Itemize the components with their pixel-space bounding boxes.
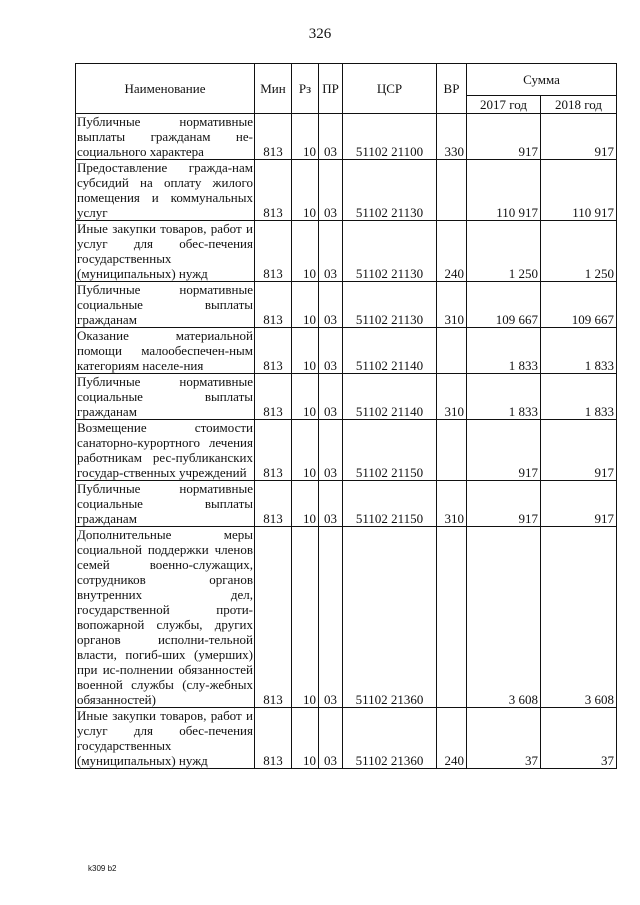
table-row: [76, 481, 617, 527]
row-amount-2017: 110 917: [467, 160, 541, 221]
row-min: 813: [255, 708, 292, 769]
header-pr: ПР: [319, 64, 343, 114]
row-csr: 51102 21140: [343, 374, 437, 420]
header-year-2018: 2018 год: [541, 96, 617, 114]
row-amount-2018: 110 917: [541, 160, 617, 221]
header-min: Мин: [255, 64, 292, 114]
row-vr: 310: [437, 481, 467, 527]
row-csr: 51102 21100: [343, 114, 437, 160]
row-name: Оказание материальной помощи малообеспечен-ным категориям населе-ния: [77, 328, 253, 373]
row-vr: 310: [437, 282, 467, 328]
row-name: Публичные нормативные социальные выплаты гражданам: [77, 282, 253, 327]
row-rz: 10: [292, 420, 319, 481]
row-pr: 03: [319, 221, 343, 282]
row-amount-2018: 917: [541, 114, 617, 160]
row-amount-2018: 37: [541, 708, 617, 769]
row-csr: 51102 21130: [343, 221, 437, 282]
row-vr: 240: [437, 221, 467, 282]
row-min: 813: [255, 282, 292, 328]
row-amount-2018: 1 833: [541, 328, 617, 374]
row-min: 813: [255, 160, 292, 221]
row-amount-2018: 1 250: [541, 221, 617, 282]
row-csr: 51102 21360: [343, 708, 437, 769]
row-vr: 240: [437, 708, 467, 769]
row-vr: 330: [437, 114, 467, 160]
row-name: Предоставление гражда-нам субсидий на оплату жилого помещения и коммунальных услуг: [77, 160, 253, 220]
row-pr: 03: [319, 527, 343, 708]
row-name: Иные закупки товаров, работ и услуг для обес-печения государственных (муниципальных) нужд: [77, 221, 253, 281]
row-rz: 10: [292, 221, 319, 282]
table-body: [76, 114, 617, 769]
table-row: [76, 708, 617, 769]
row-min: 813: [255, 328, 292, 374]
row-name: Дополнительные меры социальной поддержки членов семей военно-служащих, сотрудников органов внутренних дел, государственной проти-вопожарной службы, других органов исполни-тельной власти, погиб-ших (умерших) при ис-полнении обязанностей военной службы (слу-жебных обязанностей): [77, 527, 253, 707]
budget-table: [75, 63, 617, 769]
row-amount-2017: 3 608: [467, 527, 541, 708]
row-name: Публичные нормативные социальные выплаты гражданам: [77, 481, 253, 526]
row-amount-2018: 917: [541, 481, 617, 527]
row-name: Публичные нормативные выплаты гражданам не-социального характера: [77, 114, 253, 159]
row-rz: 10: [292, 160, 319, 221]
row-amount-2017: 1 250: [467, 221, 541, 282]
table-row: [76, 328, 617, 374]
row-vr: [437, 420, 467, 481]
row-csr: 51102 21360: [343, 527, 437, 708]
row-pr: 03: [319, 328, 343, 374]
row-vr: [437, 328, 467, 374]
row-amount-2017: 37: [467, 708, 541, 769]
row-csr: 51102 21130: [343, 160, 437, 221]
table-row: [76, 282, 617, 328]
row-amount-2018: 1 833: [541, 374, 617, 420]
row-min: 813: [255, 481, 292, 527]
row-min: 813: [255, 527, 292, 708]
row-amount-2018: 109 667: [541, 282, 617, 328]
row-amount-2017: 917: [467, 481, 541, 527]
row-pr: 03: [319, 374, 343, 420]
row-csr: 51102 21140: [343, 328, 437, 374]
row-rz: 10: [292, 282, 319, 328]
row-name: Иные закупки товаров, работ и услуг для обес-печения государственных (муниципальных) нужд: [77, 708, 253, 768]
row-amount-2018: 3 608: [541, 527, 617, 708]
header-year-2017: 2017 год: [467, 96, 541, 114]
row-amount-2017: 109 667: [467, 282, 541, 328]
row-csr: 51102 21150: [343, 481, 437, 527]
row-min: 813: [255, 114, 292, 160]
page-number: 326: [308, 26, 332, 42]
row-min: 813: [255, 374, 292, 420]
row-rz: 10: [292, 374, 319, 420]
row-vr: 310: [437, 374, 467, 420]
row-rz: 10: [292, 527, 319, 708]
header-name: Наименование: [76, 64, 255, 114]
row-name: Публичные нормативные социальные выплаты гражданам: [77, 374, 253, 419]
table-row: [76, 221, 617, 282]
header-csr: ЦСР: [343, 64, 437, 114]
header-vr: ВР: [437, 64, 467, 114]
row-amount-2017: 1 833: [467, 328, 541, 374]
row-pr: 03: [319, 420, 343, 481]
row-rz: 10: [292, 328, 319, 374]
row-amount-2018: 917: [541, 420, 617, 481]
row-rz: 10: [292, 114, 319, 160]
row-pr: 03: [319, 708, 343, 769]
table-row: [76, 160, 617, 221]
header-rz: Рз: [292, 64, 319, 114]
row-csr: 51102 21150: [343, 420, 437, 481]
row-min: 813: [255, 221, 292, 282]
row-amount-2017: 917: [467, 114, 541, 160]
row-pr: 03: [319, 282, 343, 328]
footer-code: k309 b2: [88, 864, 117, 873]
row-pr: 03: [319, 160, 343, 221]
row-rz: 10: [292, 481, 319, 527]
row-pr: 03: [319, 481, 343, 527]
table-row: [76, 527, 617, 708]
table-row: [76, 420, 617, 481]
row-min: 813: [255, 420, 292, 481]
row-vr: [437, 160, 467, 221]
table-row: [76, 114, 617, 160]
table-row: [76, 374, 617, 420]
row-rz: 10: [292, 708, 319, 769]
row-amount-2017: 1 833: [467, 374, 541, 420]
row-name: Возмещение стоимости санаторно-курортного лечения работникам рес-публиканских государ-ственных учреждений: [77, 420, 253, 480]
row-amount-2017: 917: [467, 420, 541, 481]
row-csr: 51102 21130: [343, 282, 437, 328]
row-pr: 03: [319, 114, 343, 160]
row-vr: [437, 527, 467, 708]
header-sum: Сумма: [467, 64, 617, 96]
